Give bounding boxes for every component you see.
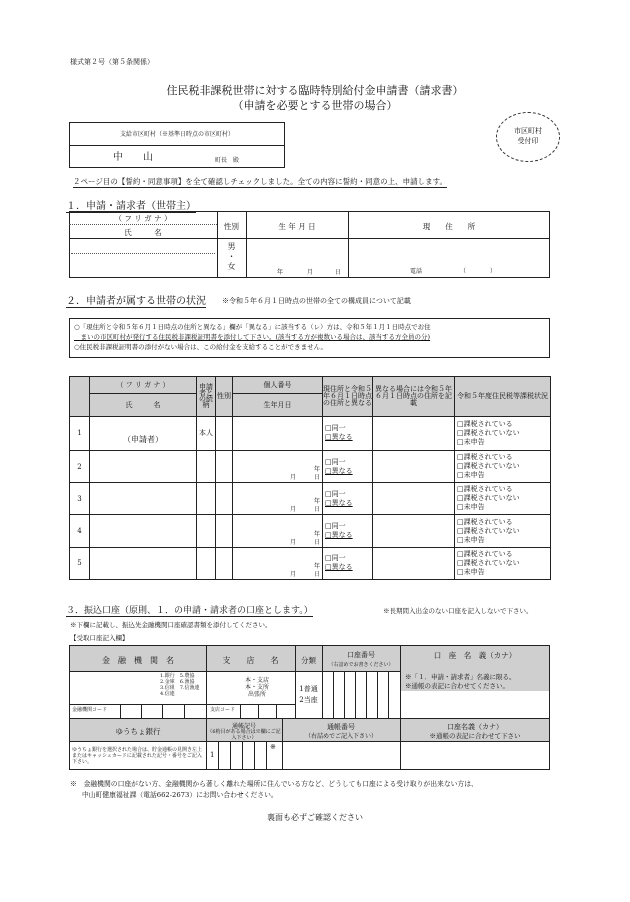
- opt-taxed[interactable]: □課税されている: [457, 517, 513, 526]
- row-name[interactable]: [90, 483, 197, 515]
- applicant-dob-year[interactable]: 年: [277, 269, 284, 276]
- row-year: 年: [313, 530, 320, 538]
- opt-unfiled[interactable]: □未申告: [457, 437, 485, 446]
- row-relation[interactable]: 本人: [197, 416, 216, 450]
- yucho-note: ゆうちょ銀行を選択された場合は、貯金通帳の見開き左上またはキャッシュカードに記載された記号・番号をご記入下さい。: [72, 747, 203, 765]
- opt-not-taxed[interactable]: □課税されていない: [457, 494, 520, 503]
- header-dob: 生年月日: [233, 393, 323, 416]
- row-dob[interactable]: [233, 450, 323, 482]
- opt-same[interactable]: □同一: [325, 489, 346, 498]
- category-savings[interactable]: 1普通: [299, 685, 318, 693]
- opt-same[interactable]: □同一: [325, 554, 346, 563]
- passbook-symbol-first-digit: 1: [210, 751, 215, 759]
- row-relation[interactable]: [197, 547, 216, 579]
- holder-notes: [405, 673, 516, 691]
- row-num: 2: [70, 450, 90, 482]
- applicant-phone-field[interactable]: （ ）: [460, 268, 497, 275]
- row-year: 年: [313, 466, 320, 474]
- opt-taxed[interactable]: □課税されている: [457, 453, 513, 462]
- row-same-options[interactable]: [323, 483, 373, 515]
- row-dob[interactable]: [233, 416, 323, 450]
- branch-type-3[interactable]: 出張所: [248, 691, 267, 698]
- opt-different[interactable]: □異なる: [325, 466, 353, 475]
- notice-line1: ○「現住所と令和５年６月１日時点の住所と異なる」欄が「異なる」に該当する（レ）方は、令和５年１月１日時点でお住: [74, 323, 431, 331]
- gender-male[interactable]: 男: [227, 242, 236, 251]
- row-dob[interactable]: [233, 483, 323, 515]
- header-relation: 申請者との続柄: [197, 377, 216, 417]
- row-name[interactable]: [90, 450, 197, 482]
- bank-type-2[interactable]: 2.金庫 6.漁協: [160, 679, 195, 685]
- header-diff-address: 異なる場合には令和５年６月１日時点の住所を記載: [373, 377, 455, 417]
- reception-stamp: [496, 112, 560, 162]
- category-options[interactable]: [295, 684, 322, 706]
- account-number-header: 口座番号: [347, 651, 375, 659]
- bank-type-list: [160, 673, 200, 697]
- row-tax-options[interactable]: [455, 416, 551, 450]
- applicant-gender-header: 性別: [224, 222, 239, 231]
- section2-heading-text: ２．申請者が属する世帯の状況: [66, 296, 206, 307]
- stamp-line2: 受付印: [517, 137, 539, 145]
- header-furigana: （ フ リ ガ ナ ）: [90, 377, 197, 394]
- applicant-address-header: 現 住 所: [422, 222, 476, 231]
- passbook-symbol-subheader: （6桁目がある場合は※欄にご記入下さい）: [207, 729, 281, 741]
- section3-note: ※長期間入出金のない口座を記入しないで下さい。: [383, 607, 533, 615]
- addressee-label: 支給市区町村（※基準日時点の市区町村）: [119, 131, 234, 138]
- row-same-options[interactable]: [323, 547, 373, 579]
- applicant-phone-label: 電話: [410, 268, 423, 275]
- row-num: 4: [70, 515, 90, 547]
- holder-name-field[interactable]: [401, 692, 549, 717]
- row-name[interactable]: [90, 547, 197, 579]
- applicant-name-field[interactable]: [69, 254, 217, 277]
- opt-same[interactable]: □同一: [325, 457, 346, 466]
- applicant-furigana-header: （ フ リ ガ ナ ）: [114, 214, 172, 223]
- branch-type-2[interactable]: 本・支所: [245, 684, 270, 691]
- yucho-header: ゆうちょ銀行: [115, 727, 161, 736]
- header-name: 氏 名: [90, 393, 197, 416]
- opt-taxed[interactable]: □課税されている: [457, 419, 513, 428]
- section2-notice-box: [69, 318, 550, 358]
- section2-heading: [66, 292, 206, 307]
- bank-code-label: 金融機関コード: [72, 707, 108, 713]
- holder-note1: ※「１．申請・請求者」名義に限る。: [405, 673, 516, 681]
- row-same-options[interactable]: [323, 450, 373, 482]
- row-year: 年: [313, 498, 320, 506]
- category-checking[interactable]: 2当座: [299, 696, 318, 704]
- passbook-number-header: 通帳番号: [327, 723, 355, 731]
- yucho-holder-subheader: ※通帳の表記に合わせて下さい: [429, 732, 521, 740]
- applicant-address-field[interactable]: [348, 239, 550, 264]
- bank-type-3[interactable]: 3.信組 7.信漁連: [160, 685, 200, 691]
- opt-same[interactable]: □同一: [325, 522, 346, 531]
- opt-unfiled[interactable]: □未申告: [457, 535, 485, 544]
- opt-not-taxed[interactable]: □課税されていない: [457, 428, 520, 437]
- row-num: 1: [70, 416, 90, 450]
- row-day: 日: [313, 474, 320, 482]
- addressee-suffix: 町長 殿: [215, 157, 240, 164]
- section2-note: ※令和５年６月１日時点の世帯の全ての構成員について記載: [222, 297, 411, 305]
- passbook-number-field[interactable]: [283, 742, 399, 769]
- applicant-dob-month[interactable]: 月: [307, 269, 314, 276]
- applicant-gender-options[interactable]: [217, 242, 246, 272]
- opt-different[interactable]: □異なる: [325, 531, 353, 540]
- opt-not-taxed[interactable]: □課税されていない: [457, 558, 520, 567]
- header-gender: 性別: [216, 377, 233, 417]
- bank-name-header: 金 融 機 関 名: [102, 656, 174, 665]
- row-month: 月: [289, 538, 296, 546]
- holder-note2: ※通帳の表記に合わせてください。: [405, 682, 509, 690]
- yucho-holder-header: 口座名義（カナ）: [447, 723, 503, 731]
- section3-heading-text: ３．振込口座（原則、１．の申請・請求者の口座とします。）: [66, 606, 313, 616]
- row-gender[interactable]: [216, 547, 233, 579]
- passbook-number-subheader: （右詰めでご記入下さい）: [304, 733, 377, 740]
- table-row: [70, 515, 551, 547]
- page-subtitle: （申請を必要とする世帯の場合）: [232, 99, 398, 112]
- opt-taxed[interactable]: □課税されている: [457, 549, 513, 558]
- form-number: 様式第２号（第５条関係）: [70, 58, 154, 66]
- opt-taxed[interactable]: □課税されている: [457, 485, 513, 494]
- row-num: 3: [70, 483, 90, 515]
- account-number-subheader: （右詰めでお書きください）: [328, 662, 394, 668]
- gender-sep: ・: [227, 252, 236, 261]
- row-gender[interactable]: [216, 483, 233, 515]
- branch-name-header: 支 店 名: [222, 656, 279, 665]
- row-relation[interactable]: [197, 515, 216, 547]
- row-same-options[interactable]: [323, 515, 373, 547]
- gender-female[interactable]: 女: [227, 262, 236, 271]
- passbook-symbol-field[interactable]: [219, 742, 281, 769]
- section1-heading-text: １．申請・請求者（世帯主）: [66, 201, 196, 212]
- page-title: 住民税非課税世帯に対する臨時特別給付金申請書（請求書）: [166, 84, 464, 97]
- household-table: [69, 376, 551, 580]
- applicant-dob-day[interactable]: 日: [335, 269, 342, 276]
- stamp-line1: 市区町村: [514, 127, 542, 135]
- opt-same[interactable]: □同一: [325, 424, 346, 433]
- yucho-holder-field[interactable]: [401, 742, 549, 769]
- applicant-dob-header: 生 年 月 日: [278, 222, 316, 231]
- row-year: 年: [313, 563, 320, 570]
- row-day: 日: [313, 571, 320, 578]
- opt-different[interactable]: □異なる: [325, 563, 353, 572]
- row-tax-options[interactable]: [455, 450, 551, 482]
- row-num: 5: [70, 547, 90, 579]
- section1-heading: [66, 197, 196, 212]
- row-tax-options[interactable]: [455, 547, 551, 579]
- table-row: [70, 450, 551, 482]
- applicant-name-header: 氏 名: [124, 228, 162, 237]
- branch-type-1[interactable]: 本・支店: [245, 677, 270, 684]
- row-name[interactable]: （申請者）: [90, 416, 197, 450]
- row-month: 月: [289, 571, 296, 578]
- row-gender[interactable]: [216, 515, 233, 547]
- table-row: [70, 416, 551, 450]
- row-name[interactable]: [90, 515, 197, 547]
- opt-different[interactable]: □異なる: [325, 433, 353, 442]
- table-row: [70, 547, 551, 579]
- row-relation[interactable]: [197, 450, 216, 482]
- holder-header: 口 座 名 義（カナ）: [433, 651, 517, 660]
- footer-note1: ※ 金融機関の口座がない方、金融機関から著しく離れた場所に住んでいる方など、どうしても口座による受け取りが出来ない方は、: [70, 780, 478, 788]
- category-header: 分類: [301, 656, 316, 665]
- section3-heading: [66, 603, 313, 616]
- row-tax-options[interactable]: [455, 483, 551, 515]
- row-gender[interactable]: [216, 416, 233, 450]
- branch-type-list: [245, 677, 269, 698]
- row-month: 月: [289, 506, 296, 514]
- opt-unfiled[interactable]: □未申告: [457, 503, 485, 512]
- row-dob[interactable]: [233, 547, 323, 579]
- receiving-account-label: 【受取口座記入欄】: [70, 634, 129, 642]
- row-day: 日: [313, 506, 320, 514]
- addressee-town[interactable]: 中 山: [113, 152, 153, 163]
- header-personal-no: 個人番号: [233, 377, 323, 394]
- pledge-statement: ２ページ目の【誓約・同意事項】を全て確認しチェックしました。全ての内容に誓約・同意の上、申請します。: [73, 177, 448, 186]
- bank-type-4[interactable]: 4.信連: [160, 691, 175, 697]
- opt-unfiled[interactable]: □未申告: [457, 471, 485, 480]
- back-page-note: 裏面も必ずご確認ください: [267, 813, 363, 822]
- row-diff-address[interactable]: [373, 515, 455, 547]
- row-same-options[interactable]: [323, 416, 373, 450]
- row-day: 日: [313, 538, 320, 546]
- header-tax-status: 令和５年度住民税等課税状況: [455, 377, 551, 417]
- applicant-furigana-field[interactable]: [69, 239, 217, 253]
- opt-not-taxed[interactable]: □課税されていない: [457, 526, 520, 535]
- table-row: [70, 483, 551, 515]
- row-month: 月: [289, 474, 296, 482]
- opt-not-taxed[interactable]: □課税されていない: [457, 462, 520, 471]
- row-diff-address[interactable]: [373, 547, 455, 579]
- header-num-cell: [70, 377, 90, 417]
- passbook-symbol-mark: ※: [270, 743, 276, 751]
- row-gender[interactable]: [216, 450, 233, 482]
- branch-code-label: 支店コード: [210, 707, 236, 713]
- notice-line3: ○住民税非課税証明書の添付がない場合は、この給付金を支給することができません。: [74, 343, 328, 351]
- passbook-symbol-header: 通帳記号: [231, 723, 256, 730]
- row-tax-options[interactable]: [455, 515, 551, 547]
- notice-line2: まいの市区町村が発行する住民税非課税証明書を添付して下さい。(該当する方が複数いる場合は、該当する方全員の分): [74, 333, 431, 341]
- opt-different[interactable]: □異なる: [325, 498, 353, 507]
- row-diff-address[interactable]: [373, 416, 455, 450]
- footer-note2: 中山町健康福祉課（電話662-2673）にお問い合わせください。: [82, 791, 278, 799]
- row-diff-address[interactable]: [373, 483, 455, 515]
- section3-note2: ※下欄に記載し、振込先金融機関口座確認書類を添付してください。: [70, 621, 272, 629]
- row-relation[interactable]: [197, 483, 216, 515]
- header-same-address: 現住所と令和５年６月１日時点の住所と異なる: [323, 377, 373, 417]
- row-dob[interactable]: [233, 515, 323, 547]
- row-diff-address[interactable]: [373, 450, 455, 482]
- bank-type-1[interactable]: 1.銀行 5.農協: [160, 673, 195, 679]
- opt-unfiled[interactable]: □未申告: [457, 567, 485, 576]
